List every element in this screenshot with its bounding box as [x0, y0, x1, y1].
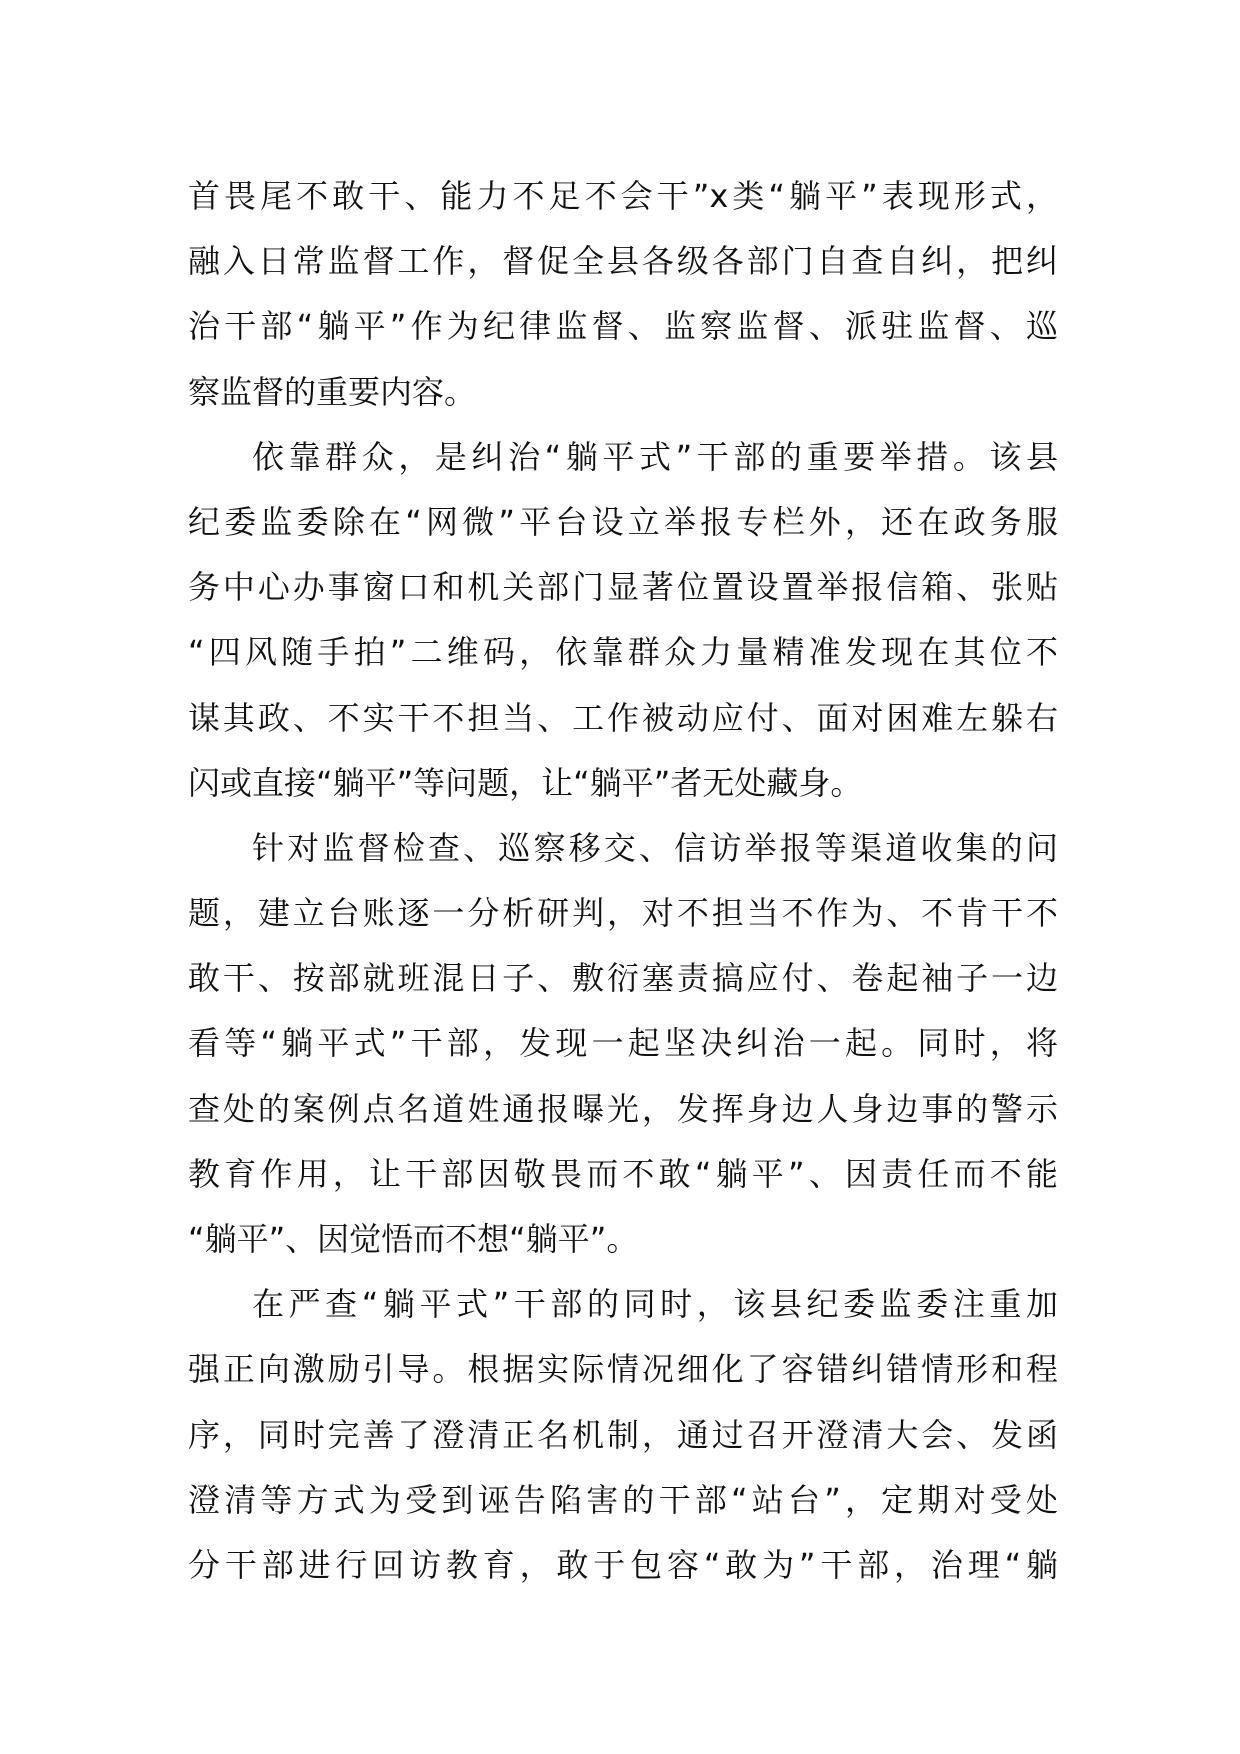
text-line: 纪委监委除在“网微”平台设立举报专栏外，还在政务服 — [188, 502, 1058, 541]
text-line: 序，同时完善了澄清正名机制，通过召开澄清大会、发函 — [188, 1415, 1058, 1454]
text-line: 教育作用，让干部因敬畏而不敢“躺平”、因责任而不能 — [188, 1154, 1058, 1193]
text-line: “四风随手拍”二维码，依靠群众力量精准发现在其位不 — [188, 633, 1058, 672]
text-line: “躺平”、因觉悟而不想“躺平”。 — [188, 1220, 639, 1258]
text-line: 敢干、按部就班混日子、敷衍塞责搞应付、卷起袖子一边 — [188, 959, 1058, 998]
text-line: 强正向激励引导。根据实际情况细化了容错纠错情形和程 — [188, 1350, 1058, 1389]
text-line: 察监督的重要内容。 — [188, 372, 477, 411]
paragraph-start-line: 针对监督检查、巡察移交、信访举报等渠道收集的问 — [252, 828, 1058, 867]
text-line: 澄清等方式为受到诬告陷害的干部“站台”，定期对受处 — [188, 1480, 1058, 1519]
text-line: 看等“躺平式”干部，发现一起坚决纠治一起。同时，将 — [188, 1024, 1058, 1063]
text-line: 谋其政、不实干不担当、工作被动应付、面对困难左躲右 — [188, 698, 1058, 737]
text-line: 务中心办事窗口和机关部门显著位置设置举报信箱、张贴 — [188, 568, 1058, 607]
text-line: 题，建立台账逐一分析研判，对不担当不作为、不肯干不 — [188, 894, 1058, 933]
paragraph-start-line: 依靠群众，是纠治“躺平式”干部的重要举措。该县 — [252, 437, 1058, 476]
text-line: 闪或直接“躺平”等问题，让“躺平”者无处藏身。 — [188, 763, 863, 802]
body-text — [188, 164, 1058, 1598]
text-line: 首畏尾不敢干、能力不足不会干”x类“躺平”表现形式， — [188, 177, 1058, 215]
text-line: 查处的案例点名道姓通报曝光，发挥身边人身边事的警示 — [188, 1089, 1058, 1128]
text-line: 融入日常监督工作，督促全县各级各部门自查自纠，把纠 — [188, 242, 1058, 281]
text-line: 治干部“躺平”作为纪律监督、监察监督、派驻监督、巡 — [188, 307, 1058, 346]
paragraph-start-line: 在严查“躺平式”干部的同时，该县纪委监委注重加 — [252, 1285, 1058, 1324]
text-line: 分干部进行回访教育，敢于包容“敢为”干部，治理“躺 — [188, 1545, 1058, 1584]
